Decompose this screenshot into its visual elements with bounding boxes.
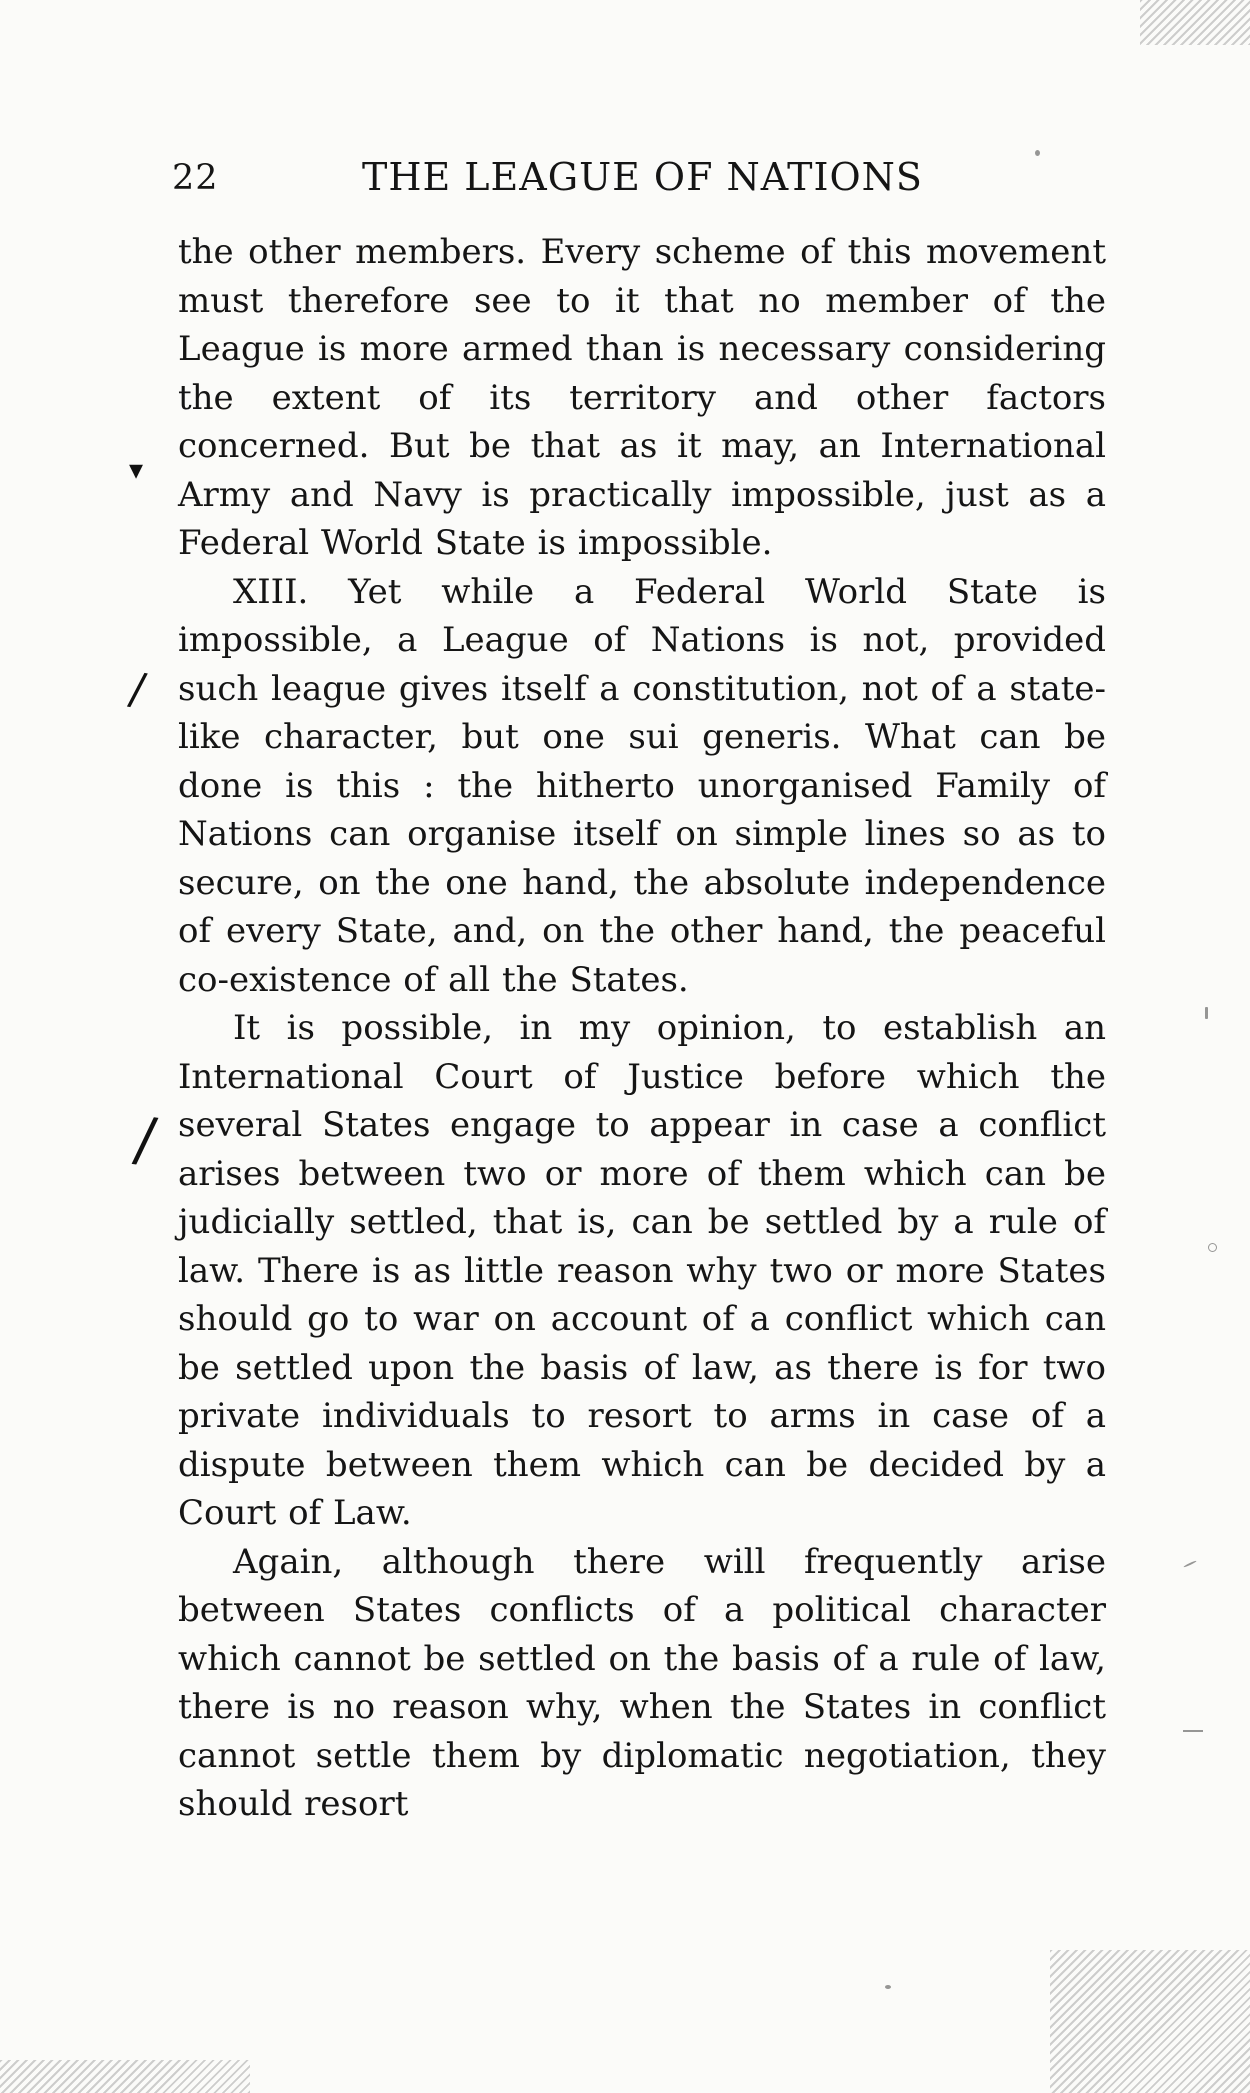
paragraph-political-conflicts: Again, although there will frequently arise between States conflicts of a political character which cannot be settled on the basis of a rule of law, there is no reason why, when the States in conflict cannot settle them by diplomatic negotiation, they should resort [178, 1541, 1106, 1824]
page-number: 22 [172, 158, 219, 198]
margin-tick-mark: ▾ [129, 453, 144, 486]
page-edge-wear [0, 2060, 250, 2093]
ink-speck [1183, 1730, 1203, 1732]
margin-check-mark: ∕ [125, 663, 150, 716]
paragraph-xiii: XIII. Yet while a Federal World State is impossible, a League of Nations is not, provided such league gives itself a constitution, not of a state-like character, but one sui generis. What can be done is this : the hitherto unorganised Family of Nations can organise itself on simple lines so as to secure, on the one hand, the absolute independence of every State, and, on the other hand, the peaceful co-existence of all the States. [178, 571, 1106, 1000]
paragraph-court-of-justice: It is possible, in my opinion, to establish an International Court of Justice before which the several States engage to appear in case a conflict arises between two or more of them which can be judicially settled, that is, can be settled by a rule of law. There is as little reason why two or more States should go to war on account of a conflict which can be settled upon the basis of law, as there is for two private individuals to resort to arms in case of a dispute between them which can be decided by a Court of Law. [178, 1008, 1106, 1533]
ink-speck [1035, 150, 1040, 156]
paragraph-continued: the other members. Every scheme of this movement must therefore see to it that no member of the League is more armed than is necessary considering the extent of its territory and other factors concerned. But be that as it may, an International Army and Navy is practically impossible, just as a Federal World State is impossible. [178, 232, 1106, 563]
ink-speck [1183, 1560, 1197, 1568]
page-edge-wear [1140, 0, 1250, 45]
ink-speck [885, 1985, 891, 1989]
margin-check-mark: ∕ [130, 1103, 160, 1177]
running-head: THE LEAGUE OF NATIONS [362, 155, 923, 199]
ink-speck [1205, 1007, 1208, 1019]
ink-speck [1208, 1243, 1217, 1252]
page-edge-wear [1050, 1950, 1250, 2093]
body-text [178, 228, 1106, 1829]
